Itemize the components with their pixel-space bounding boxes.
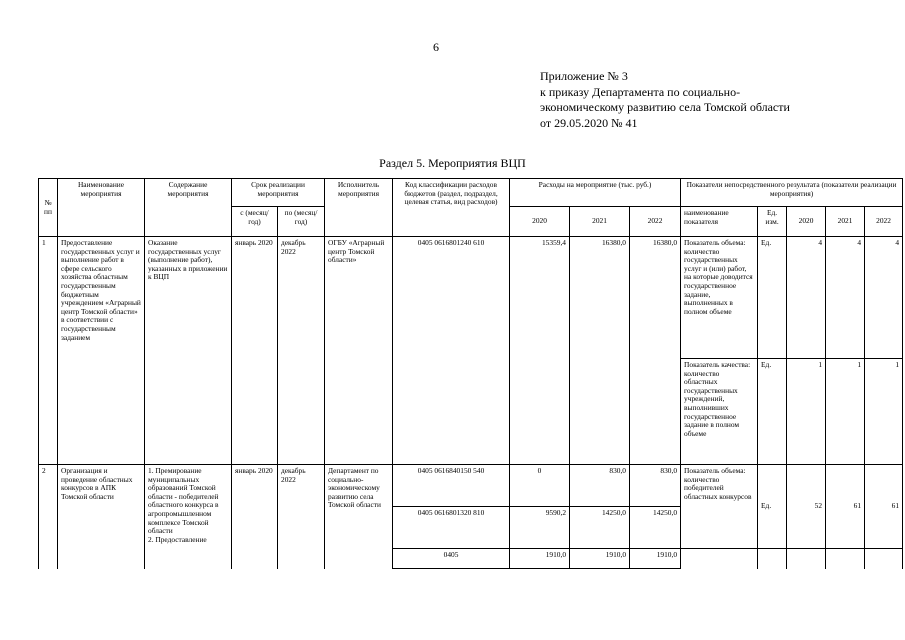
- row-2-code-2: 0405 0616801320 810: [393, 507, 510, 549]
- row-1-from: январь 2020: [232, 237, 278, 465]
- row-1-executor: ОГБУ «Аграрный центр Томской области»: [325, 237, 393, 465]
- row-2-executor: Департамент по социально-экономическому развитию села Томской области: [325, 465, 393, 569]
- row-2-code-2-exp-2022: 14250,0: [630, 507, 681, 549]
- row-2-from: январь 2020: [232, 465, 278, 569]
- appendix-line-2: к приказу Департамента по социально-: [540, 84, 741, 99]
- appendix-line-1: Приложение № 3: [540, 69, 628, 83]
- header-period-from: с (месяц/ год): [232, 207, 278, 237]
- row-1-indicator-1-name: Показатель объема: количество государственных услуг и (или) работ, на которые доводится государственное задание, выполненных в полном объеме: [681, 237, 758, 359]
- row-2-content-item-2: 2. Предоставление: [148, 534, 207, 544]
- row-2-code-1: 0405 0616840150 540: [393, 465, 510, 507]
- page-number: 6: [433, 40, 439, 54]
- section-title: Раздел 5. Мероприятия ВЦП: [379, 156, 526, 170]
- row-2-2021-cont: [826, 549, 865, 569]
- row-2-code-1-exp-2021: 830,0: [570, 465, 630, 507]
- row-2-2020-cont: [787, 549, 826, 569]
- row-2-2022-cont: [865, 549, 903, 569]
- row-2-code-3-exp-2021: 1910,0: [570, 549, 630, 569]
- row-2-indicator-2022: 61: [865, 465, 903, 549]
- appendix-line-3: экономическому развитию села Томской области: [540, 100, 790, 114]
- header-results: Показатели непосредственного результата (показатели реализации мероприятия): [681, 179, 903, 207]
- row-1-content: Оказание государственных услуг (выполнение работ), указанных в приложении к ВЦП: [145, 237, 232, 465]
- row-2-code-2-exp-2021: 14250,0: [570, 507, 630, 549]
- row-1-num: 1: [39, 237, 58, 465]
- row-1-indicator-2-2022: 1: [865, 359, 903, 465]
- row-2-code-3-exp-2020: 1910,0: [510, 549, 570, 569]
- row-1-exp-2022: 16380,0: [630, 237, 681, 465]
- header-res-year-3: 2022: [865, 207, 903, 237]
- header-exp-year-2: 2021: [570, 207, 630, 237]
- row-2-content: [145, 465, 232, 569]
- header-period-to: по (месяц/ год): [278, 207, 325, 237]
- row-1-name: Предоставление государственных услуг и выполнение работ в сфере сельского хозяйства областным государственным бюджетным учреждением «Аграрный центр Томской области» в соответствии с государственным заданием: [58, 237, 145, 465]
- appendix-line-4: от 29.05.2020 № 41: [540, 115, 638, 130]
- row-2-code-1-exp-2022: 830,0: [630, 465, 681, 507]
- row-2-to: декабрь 2022: [278, 465, 325, 569]
- appendix-header: [540, 69, 790, 131]
- header-unit: Ед. изм.: [758, 207, 787, 237]
- row-2-code-2-exp-2020: 9590,2: [510, 507, 570, 549]
- row-1-indicator-2-unit: Ед.: [758, 359, 787, 465]
- row-2-indicator-2020: 52: [787, 465, 826, 549]
- header-period: Срок реализации мероприятия: [232, 179, 325, 207]
- row-2-name: Организация и проведение областных конкурсов в АПК Томской области: [58, 465, 145, 569]
- row-1-indicator-1-2022: 4: [865, 237, 903, 359]
- row-1-indicator-2-name: Показатель качества: количество областных государственных учреждений, выполнивших государственное задание в полном объеме: [681, 359, 758, 465]
- header-expenses: Расходы на мероприятие (тыс. руб.): [510, 179, 681, 207]
- row-1-exp-2021: 16380,0: [570, 237, 630, 465]
- row-2-indicator-2021: 61: [826, 465, 865, 549]
- row-2-unit-cont: [758, 549, 787, 569]
- row-1-indicator-1-unit: Ед.: [758, 237, 787, 359]
- header-exp-year-1: 2020: [510, 207, 570, 237]
- row-2-code-1-exp-2020: 0: [510, 465, 570, 507]
- row-2-code-3: 0405: [393, 549, 510, 569]
- row-2-indicator-unit: Ед.: [758, 465, 787, 549]
- table-row: [39, 237, 903, 359]
- header-name: Наименование мероприятия: [58, 179, 145, 237]
- header-exp-year-3: 2022: [630, 207, 681, 237]
- header-code: Код классификации расходов бюджетов (раздел, подраздел, целевая статья, вид расходов): [393, 179, 510, 237]
- row-1-indicator-2-2020: 1: [787, 359, 826, 465]
- row-2-indicator-name: Показатель объема: количество победителей областных конкурсов: [681, 465, 758, 549]
- header-indicator-name: наименование показателя: [681, 207, 758, 237]
- row-2-content-item-1: 1. Премирование муниципальных образований Томской области - победителей областного конкурса в агропромышленном комплексе Томской области: [148, 466, 219, 536]
- row-2-num: 2: [39, 465, 58, 569]
- header-executor: Исполнитель мероприятия: [325, 179, 393, 237]
- measures-table: [38, 178, 903, 569]
- row-1-indicator-1-2020: 4: [787, 237, 826, 359]
- row-2-code-3-exp-2022: 1910,0: [630, 549, 681, 569]
- table-row: [39, 465, 903, 507]
- header-res-year-2: 2021: [826, 207, 865, 237]
- row-1-exp-2020: 15359,4: [510, 237, 570, 465]
- row-2-indicator-cont: [681, 549, 758, 569]
- header-res-year-1: 2020: [787, 207, 826, 237]
- row-1-indicator-2-2021: 1: [826, 359, 865, 465]
- header-content: Содержание мероприятия: [145, 179, 232, 237]
- row-1-indicator-1-2021: 4: [826, 237, 865, 359]
- header-num: № пп: [39, 179, 58, 237]
- row-1-code: 0405 0616801240 610: [393, 237, 510, 465]
- row-1-to: декабрь 2022: [278, 237, 325, 465]
